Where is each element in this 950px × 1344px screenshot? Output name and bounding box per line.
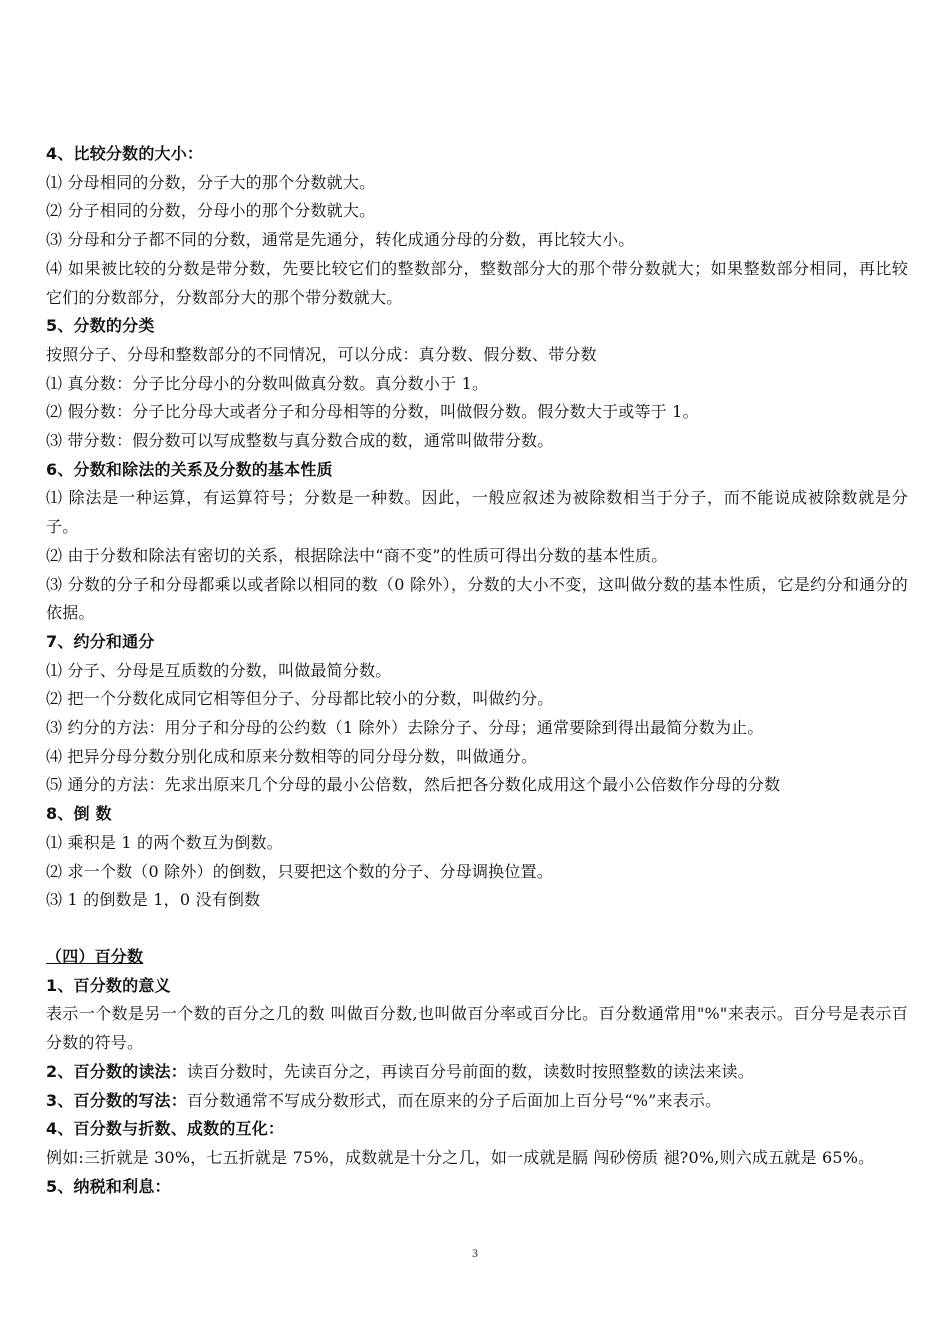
- percent-conversion-text: 例如:三折就是 30%，七五折就是 75%，成数就是十分之几，如一成就是膈 闯砂傍质 褪?0%,则六成五就是 65%。: [46, 1147, 875, 1167]
- section-4-item-4: ⑷ 如果被比较的分数是带分数，先要比较它们的整数部分，整数部分大的那个带分数就大；如果整数部分相同，再比较它们的分数部分，分数部分大的那个带分数就大。: [46, 258, 908, 307]
- section-5-item-1: ⑴ 真分数：分子比分母小的分数叫做真分数。真分数小于 1。: [46, 373, 489, 393]
- section-8-title: 8、倒 数: [46, 804, 112, 824]
- percent-writing-text: 百分数通常不写成分数形式，而在原来的分子后面加上百分号“%”来表示。: [186, 1090, 722, 1110]
- section-8-item-2: ⑵ 求一个数（0 除外）的倒数，只要把这个数的分子、分母调换位置。: [46, 861, 553, 881]
- section-6-title: 6、分数和除法的关系及分数的基本性质: [46, 459, 333, 479]
- section-6-item-3: ⑶ 分数的分子和分母都乘以或者除以相同的数（0 除外），分数的大小不变，这叫做分数的基本性质，它是约分和通分的依据。: [46, 574, 908, 623]
- section-7-title: 7、约分和通分: [46, 631, 155, 651]
- section-6-item-2: ⑵ 由于分数和除法有密切的关系，根据除法中“商不变”的性质可得出分数的基本性质。: [46, 545, 668, 565]
- section-8-item-1: ⑴ 乘积是 1 的两个数互为倒数。: [46, 832, 283, 852]
- percent-meaning-title: 1、百分数的意义: [46, 975, 171, 995]
- percent-conversion-title: 4、百分数与折数、成数的互化：: [46, 1119, 285, 1139]
- part-4-title: （四）百分数: [46, 946, 144, 966]
- section-5-intro: 按照分子、分母和整数部分的不同情况，可以分成：真分数、假分数、带分数: [46, 344, 597, 364]
- percent-writing-line: [46, 1087, 908, 1116]
- section-7-item-5: ⑸ 通分的方法：先求出原来几个分母的最小公倍数，然后把各分数化成用这个最小公倍数作分母的分数: [46, 775, 781, 795]
- page-number: 3: [472, 1246, 478, 1260]
- section-4-item-2: ⑵ 分子相同的分数，分母小的那个分数就大。: [46, 201, 376, 221]
- section-7-item-2: ⑵ 把一个分数化成同它相等但分子、分母都比较小的分数，叫做约分。: [46, 689, 554, 709]
- section-4-item-1: ⑴ 分母相同的分数，分子大的那个分数就大。: [46, 172, 376, 192]
- document-page: [46, 140, 908, 1201]
- section-8-item-3: ⑶ 1 的倒数是 1，0 没有倒数: [46, 890, 261, 910]
- section-7-item-4: ⑷ 把异分母分数分别化成和原来分数相等的同分母分数，叫做通分。: [46, 746, 538, 766]
- section-5-title: 5、分数的分类: [46, 316, 155, 336]
- tax-interest-title: 5、纳税和利息：: [46, 1176, 171, 1196]
- section-6-item-1: ⑴ 除法是一种运算，有运算符号；分数是一种数。因此，一般应叙述为被除数相当于分子，而不能说成被除数就是分子。: [46, 488, 908, 537]
- percent-reading-label: 2、百分数的读法：: [46, 1061, 187, 1081]
- section-4-item-3: ⑶ 分母和分子都不同的分数，通常是先通分，转化成通分母的分数，再比较大小。: [46, 230, 635, 250]
- section-5-item-3: ⑶ 带分数：假分数可以写成整数与真分数合成的数，通常叫做带分数。: [46, 431, 554, 451]
- section-7-item-3: ⑶ 约分的方法：用分子和分母的公约数（1 除外）去除分子、分母；通常要除到得出最简分数为止。: [46, 718, 764, 738]
- percent-writing-label: 3、百分数的写法：: [46, 1090, 187, 1110]
- percent-reading-line: [46, 1058, 908, 1087]
- section-7-item-1: ⑴ 分子、分母是互质数的分数，叫做最简分数。: [46, 660, 392, 680]
- section-5-item-2: ⑵ 假分数：分子比分母大或者分子和分母相等的分数，叫做假分数。假分数大于或等于 1。: [46, 402, 699, 422]
- percent-reading-text: 读百分数时，先读百分之，再读百分号前面的数，读数时按照整数的读法来读。: [186, 1061, 754, 1081]
- section-4-title: 4、比较分数的大小：: [46, 144, 204, 163]
- percent-meaning-text: 表示一个数是另一个数的百分之几的数 叫做百分数,也叫做百分率或百分比。百分数通常用"%"来表示。百分号是表示百分数的符号。: [46, 1004, 908, 1053]
- section-spacer: [46, 915, 908, 943]
